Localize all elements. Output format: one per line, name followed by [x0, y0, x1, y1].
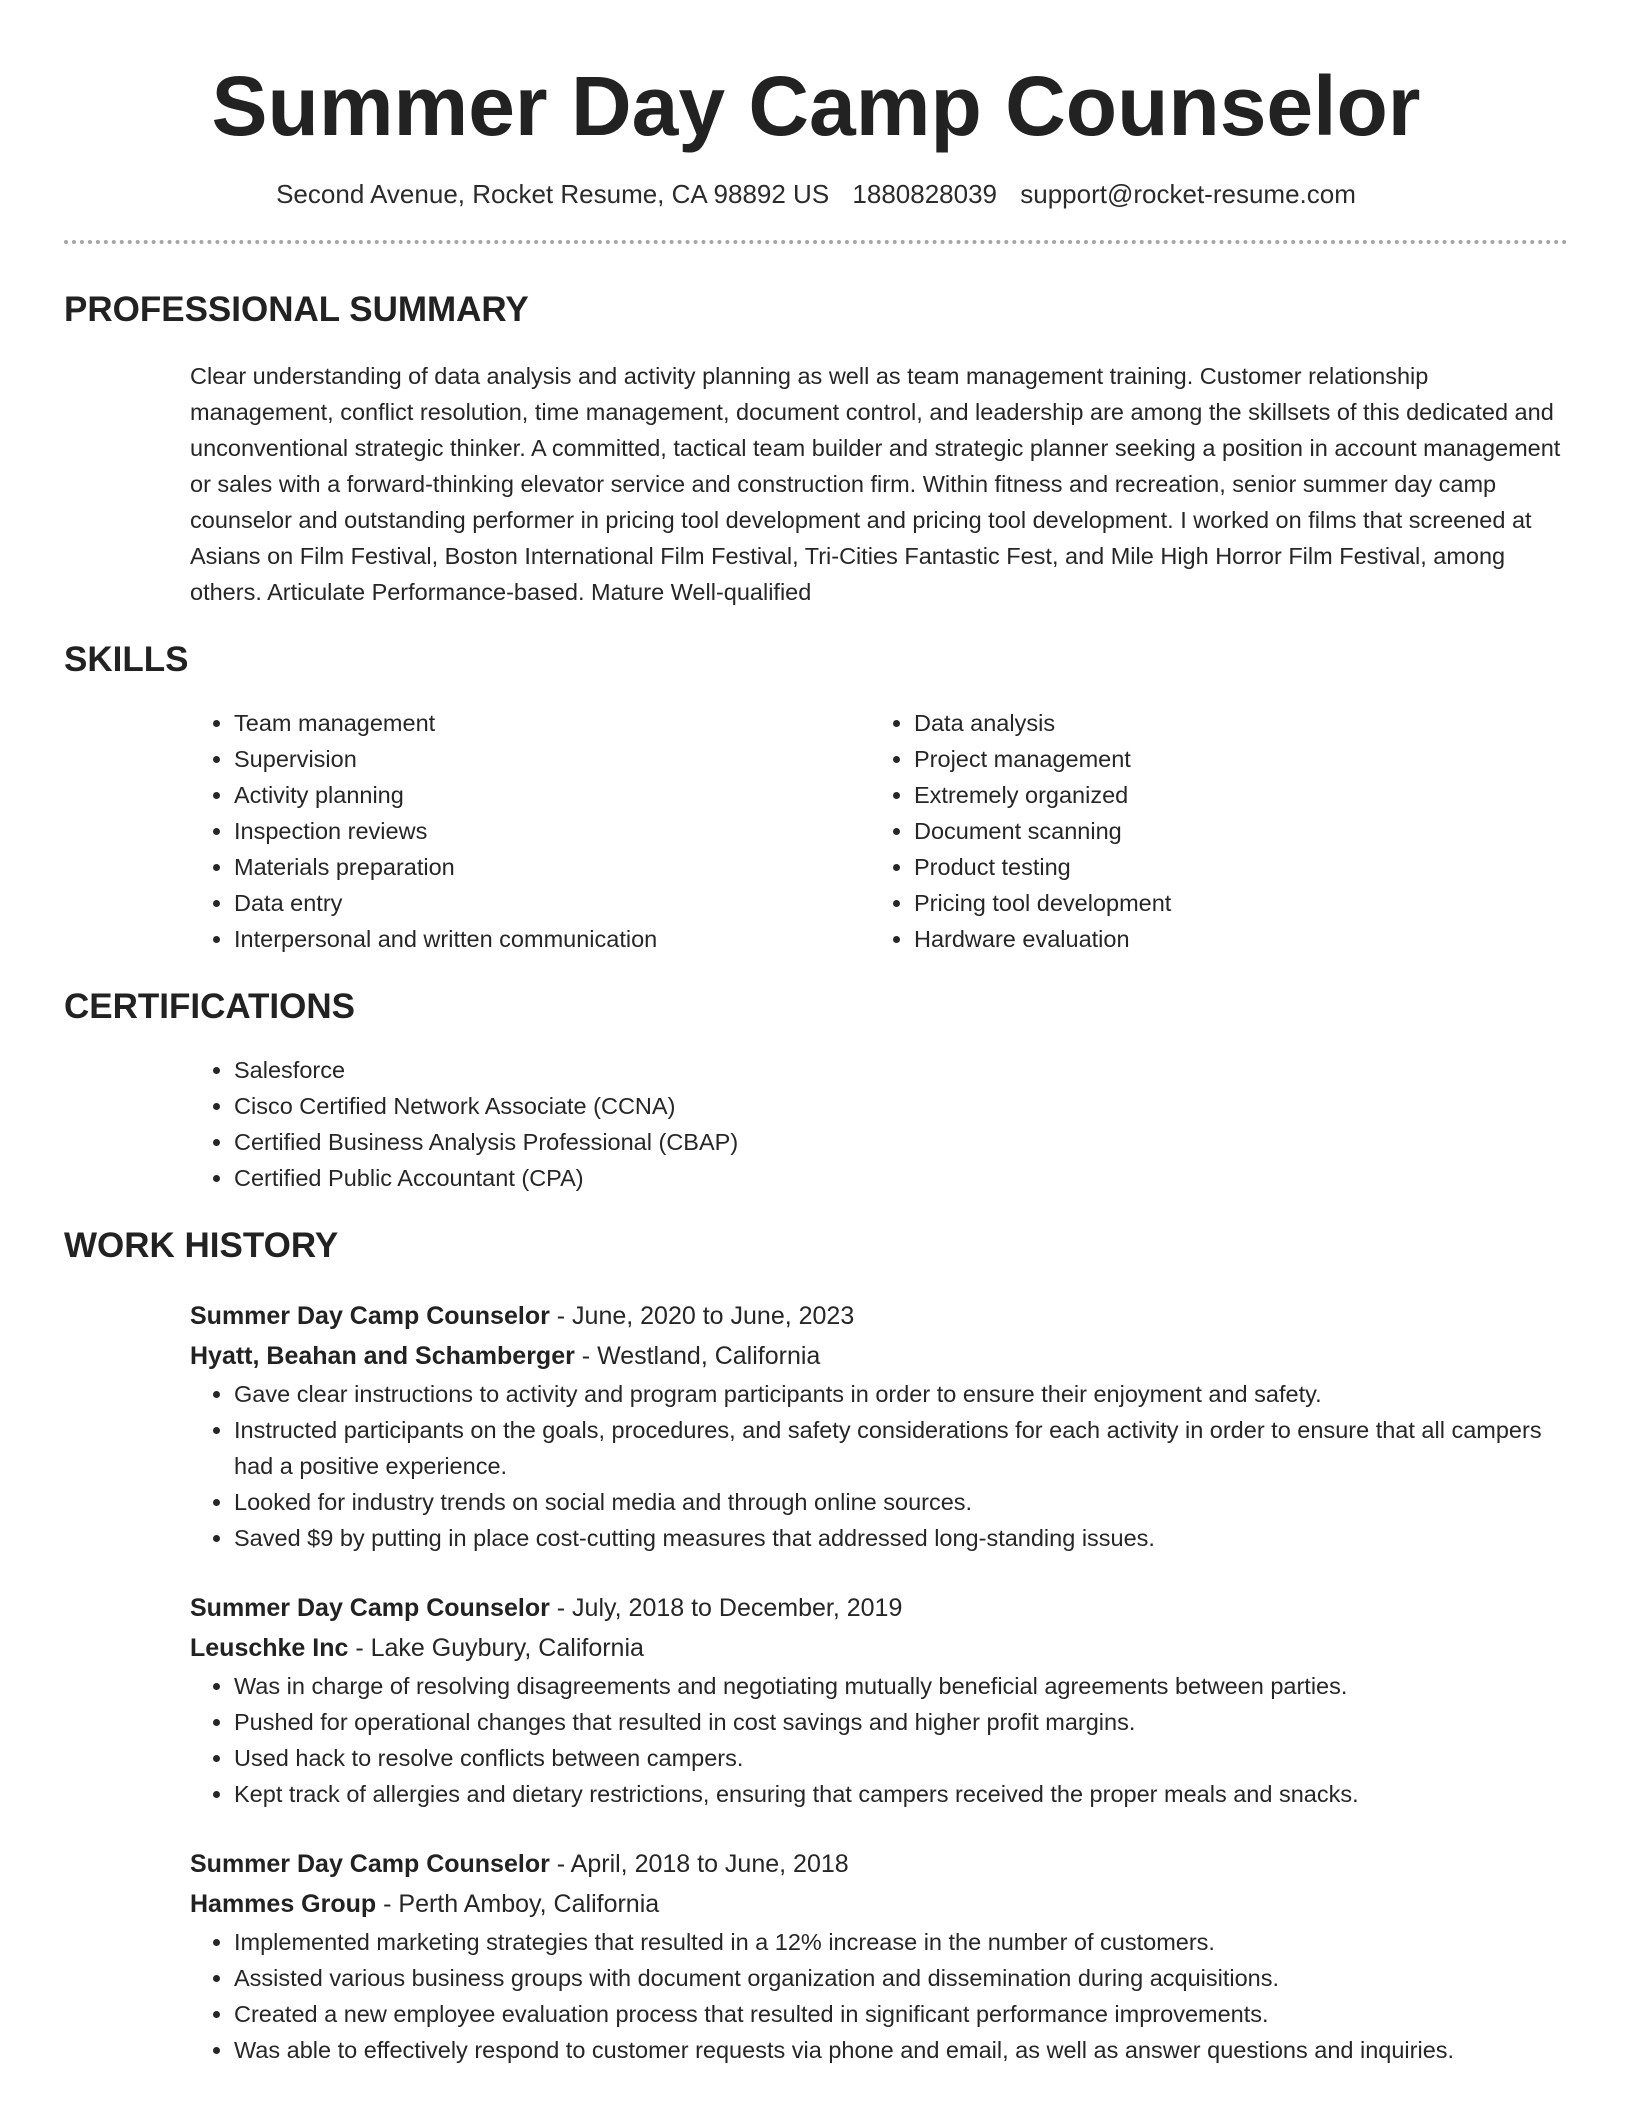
- job-duty-item: • Was in charge of resolving disagreements and negotiating mutually beneficial agreements between parties.: [234, 1668, 1568, 1704]
- job-location: Perth Amboy, California: [398, 1890, 660, 1918]
- job-duty-item: • Saved $9 by putting in place cost-cutting measures that addressed long-standing issues.: [234, 1520, 1568, 1556]
- job-separator: -: [348, 1634, 371, 1662]
- job-duties-list: [190, 1668, 1568, 1812]
- skills-grid: [190, 705, 1568, 957]
- job-company-line: [190, 1884, 1568, 1924]
- job-separator: -: [376, 1890, 399, 1918]
- skill-item: • Product testing: [914, 849, 1550, 885]
- job-duty-item: • Gave clear instructions to activity and program participants in order to ensure their enjoyment and safety.: [234, 1376, 1568, 1412]
- skills-column-right: [870, 705, 1550, 957]
- job-entry: [190, 1844, 1568, 2068]
- contact-line: [64, 178, 1568, 210]
- job-duty-item: • Created a new employee evaluation process that resulted in significant performance improvements.: [234, 1996, 1568, 2032]
- section-title-certifications: CERTIFICATIONS: [64, 987, 356, 1026]
- skill-item: • Inspection reviews: [234, 813, 870, 849]
- section-title-professional-summary: PROFESSIONAL SUMMARY: [64, 290, 529, 329]
- certification-item: • Certified Business Analysis Professional (CBAP): [234, 1124, 1568, 1160]
- header-divider: [64, 240, 1568, 244]
- job-separator: -: [574, 1342, 598, 1370]
- job-duties-list: [190, 1376, 1568, 1556]
- job-location: Lake Guybury, California: [370, 1634, 644, 1662]
- certification-item: • Salesforce: [234, 1052, 1568, 1088]
- job-location: Westland, California: [597, 1342, 821, 1370]
- section-title-work-history: WORK HISTORY: [64, 1226, 339, 1265]
- job-duty-item: • Pushed for operational changes that resulted in cost savings and higher profit margins.: [234, 1704, 1568, 1740]
- contact-phone: 1880828039: [852, 179, 998, 209]
- skill-item: • Extremely organized: [914, 777, 1550, 813]
- job-role: Summer Day Camp Counselor: [190, 1302, 550, 1330]
- skill-item: • Hardware evaluation: [914, 921, 1550, 957]
- candidate-name: Summer Day Camp Counselor: [211, 59, 1421, 153]
- skill-item: • Supervision: [234, 741, 870, 777]
- skill-item: • Interpersonal and written communication: [234, 921, 870, 957]
- resume-header: [64, 0, 1568, 210]
- skill-item: • Team management: [234, 705, 870, 741]
- certifications-block: [190, 1052, 1568, 1196]
- skill-item: • Data entry: [234, 885, 870, 921]
- job-duties-list: [190, 1924, 1568, 2068]
- skill-item: • Pricing tool development: [914, 885, 1550, 921]
- job-duty-item: • Assisted various business groups with document organization and dissemination during acquisitions.: [234, 1960, 1568, 1996]
- skill-item: • Materials preparation: [234, 849, 870, 885]
- job-dates: July, 2018 to December, 2019: [572, 1594, 903, 1622]
- job-separator: -: [549, 1302, 573, 1330]
- job-company: Hammes Group: [190, 1890, 377, 1918]
- skills-list-left: [190, 705, 870, 957]
- job-duty-item: • Was able to effectively respond to customer requests via phone and email, as well as answer questions and inquiries.: [234, 2032, 1568, 2068]
- job-role: Summer Day Camp Counselor: [190, 1850, 550, 1878]
- skill-item: • Project management: [914, 741, 1550, 777]
- section-title-skills: SKILLS: [64, 640, 189, 679]
- job-company-line: [190, 1628, 1568, 1668]
- job-duty-item: • Looked for industry trends on social media and through online sources.: [234, 1484, 1568, 1520]
- job-dates: June, 2020 to June, 2023: [572, 1302, 855, 1330]
- job-separator: -: [549, 1594, 573, 1622]
- job-role: Summer Day Camp Counselor: [190, 1594, 550, 1622]
- job-dates: April, 2018 to June, 2018: [570, 1850, 849, 1878]
- professional-summary-text: Clear understanding of data analysis and activity planning as well as team management training. Customer relationship management, conflict resolution, time management, document control, and leadership are among the skillsets of this dedicated and unconventional strategic thinker. A committed, tactical team builder and strategic planner seeking a position in account management or sales with a forward-thinking elevator service and construction firm. Within fitness and recreation, senior summer day camp counselor and outstanding performer in pricing tool development and pricing tool development. I worked on films that screened at Asians on Film Festival, Boston International Film Festival, Tri-Cities Fantastic Fest, and Mile High Horror Film Festival, among others. Articulate Performance-based. Mature Well-qualified: [190, 363, 1561, 605]
- skill-item: • Document scanning: [914, 813, 1550, 849]
- skill-item: • Data analysis: [914, 705, 1550, 741]
- job-title-line: [190, 1844, 1568, 1884]
- certification-item: • Certified Public Accountant (CPA): [234, 1160, 1568, 1196]
- contact-address: Second Avenue, Rocket Resume, CA 98892 US: [276, 179, 830, 209]
- job-duty-item: • Instructed participants on the goals, procedures, and safety considerations for each activity in order to ensure that all campers had a positive experience.: [234, 1412, 1568, 1484]
- skill-item: • Activity planning: [234, 777, 870, 813]
- contact-email: support@rocket-resume.com: [1020, 179, 1356, 209]
- job-company: Hyatt, Beahan and Schamberger: [190, 1342, 575, 1370]
- job-title-line: [190, 1588, 1568, 1628]
- job-title-line: [190, 1296, 1568, 1336]
- job-company-line: [190, 1336, 1568, 1376]
- skills-column-left: [190, 705, 870, 957]
- skills-list-right: [870, 705, 1550, 957]
- job-separator: -: [549, 1850, 571, 1878]
- job-duty-item: • Kept track of allergies and dietary restrictions, ensuring that campers received the proper meals and snacks.: [234, 1776, 1568, 1812]
- job-entry: [190, 1296, 1568, 1556]
- certification-item: • Cisco Certified Network Associate (CCNA): [234, 1088, 1568, 1124]
- job-company: Leuschke Inc: [190, 1634, 349, 1662]
- certifications-list: [190, 1052, 1568, 1196]
- job-duty-item: • Used hack to resolve conflicts between campers.: [234, 1740, 1568, 1776]
- job-entry: [190, 1588, 1568, 1812]
- job-duty-item: • Implemented marketing strategies that resulted in a 12% increase in the number of customers.: [234, 1924, 1568, 1960]
